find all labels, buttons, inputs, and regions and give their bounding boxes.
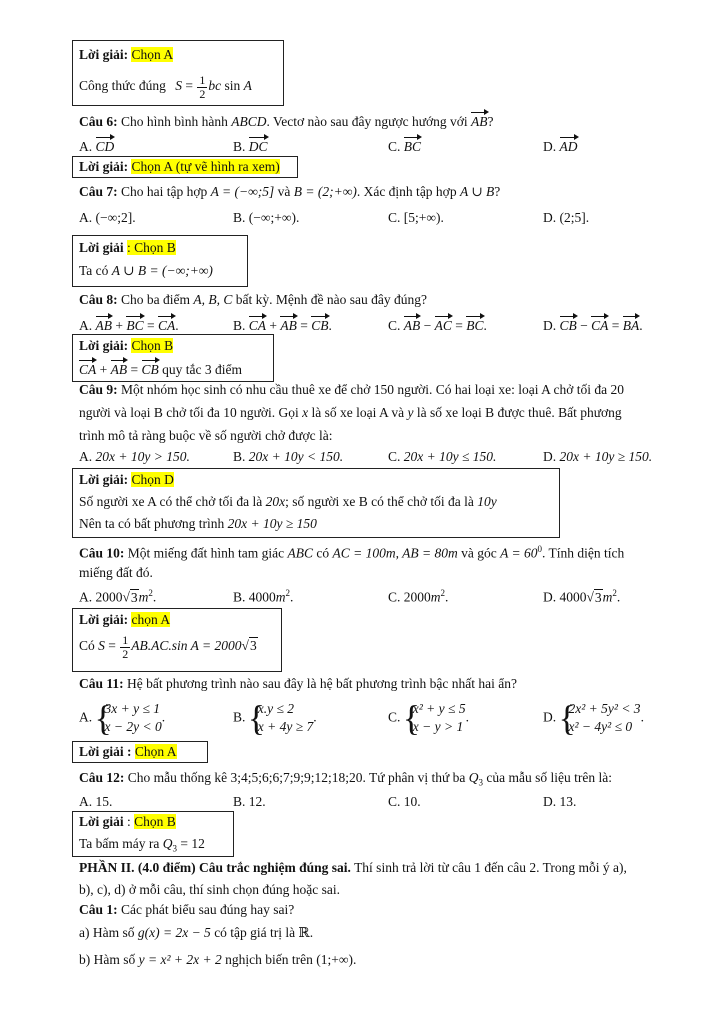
q5-answer: Chọn A (131, 47, 174, 62)
q10-line2: miếng đất đó. (79, 565, 153, 580)
p2q1-question: Câu 1: Các phát biểu sau đúng hay sai? (79, 902, 295, 917)
q7-option-d[interactable]: D. (2;5]. (543, 210, 590, 225)
q8-option-c[interactable]: C. AB − AC = BC. (388, 318, 487, 333)
q8-question: Câu 8: Cho ba điểm A, B, C bất kỳ. Mệnh đề nào sau đây đúng? (79, 292, 427, 307)
q8-option-d[interactable]: D. CB − CA = BA. (543, 318, 643, 333)
q10-solution-header: Lời giải: chọn A (79, 612, 171, 627)
q9-solution-header: Lời giải: Chọn D (79, 472, 174, 487)
q10-option-b[interactable]: B. $4000m^2$. (233, 588, 294, 605)
part2-header: PHẦN II. (4.0 điểm) Câu trắc nghiệm đúng sai. Thí sinh trả lời từ câu 1 đến câu 2. Trong mỗi ý a), (79, 860, 627, 875)
q11-option-a[interactable]: A. { 3x + y ≤ 1 x − 2y < 0 . (79, 700, 165, 736)
q7-option-a[interactable]: A. (−∞;2]. (79, 210, 136, 225)
q11-option-b[interactable]: B. { x.y ≤ 2 x + 4y ≥ 7 . (233, 700, 317, 736)
q6-option-b[interactable]: B. DC (233, 139, 268, 154)
q12-solution-text: Ta bấm máy ra $Q_3 = 12$ (79, 836, 205, 854)
q9-option-a[interactable]: A. 20x + 10y > 150. (79, 449, 190, 464)
q6-question: Câu 6: Cho hình bình hành ABCD. Vectơ nào sau đây ngược hướng với AB? (79, 114, 494, 129)
q12-solution-header: Lời giải : Chọn B (79, 814, 176, 829)
q11-question: Câu 11: Hệ bất phương trình nào sau đây là hệ bất phương trình bậc nhất hai ẩn? (79, 676, 517, 691)
q10-solution-text: Có S = $\frac{1}{2}$ AB.AC.sin A = 2000√3 (79, 633, 257, 661)
q12-option-c[interactable]: C. 10. (388, 794, 421, 809)
q10-question: Câu 10: Một miếng đất hình tam giác ABC có AC = 100m, AB = 80m và góc $A = 60^0$. Tính diện tích (79, 544, 625, 561)
q12-option-d[interactable]: D. 13. (543, 794, 577, 809)
q9-solution-line2: Nên ta có bất phương trình 20x + 10y ≥ 150 (79, 516, 317, 531)
q7-question: Câu 7: Cho hai tập hợp A = (−∞;5] và B = (2;+∞). Xác định tập hợp A ∪ B? (79, 184, 501, 199)
q10-option-c[interactable]: C. $2000m^2$. (388, 588, 449, 605)
q8-option-a[interactable]: A. AB + BC = CA. (79, 318, 179, 333)
q12-question: Câu 12: Cho mẫu thống kê 3;4;5;6;6;7;9;9;12;18;20. Tứ phân vị thứ ba $Q_3$ của mẫu số liệu trên là: (79, 770, 612, 788)
q12-option-b[interactable]: B. 12. (233, 794, 266, 809)
p2q1-statement-a: a) Hàm số g(x) = 2x − 5 có tập giá trị là ℝ. (79, 925, 314, 940)
q9-option-d[interactable]: D. 20x + 10y ≥ 150. (543, 449, 653, 464)
q9-solution-line1: Số người xe A có thể chở tối đa là 20x; số người xe B có thể chở tối đa là 10y (79, 494, 497, 509)
q11-solution: Lời giải : Chọn A (79, 744, 177, 759)
q6-option-d[interactable]: D. AD (543, 139, 578, 154)
q8-solution-text: CA + AB = CB quy tắc 3 điểm (79, 362, 243, 377)
q10-option-a[interactable]: A. $2000√3m^2$. (79, 588, 157, 605)
q9-option-b[interactable]: B. 20x + 10y < 150. (233, 449, 344, 464)
q11-option-c[interactable]: C. { x² + y ≤ 5 x − y > 1 . (388, 700, 469, 736)
q7-solution-header: Lời giải : Chọn B (79, 240, 176, 255)
q8-solution-header: Lời giải: Chọn B (79, 338, 174, 353)
q10-option-d[interactable]: D. $4000√3m^2$. (543, 588, 621, 605)
q5-solution-header: Lời giải: Chọn A (79, 47, 174, 62)
q9-line2: người và loại B chở tối đa 10 người. Gọi x là số xe loại A và y là số xe loại B được thuê. Bất phương (79, 405, 622, 420)
q6-option-c[interactable]: C. BC (388, 139, 422, 154)
p2q1-statement-b: b) Hàm số y = x² + 2x + 2 nghịch biến trên (1;+∞). (79, 952, 357, 967)
q5-solution-text: Công thức đúng S = $\frac{1}{2}$ bc sin A (79, 73, 252, 101)
q7-option-c[interactable]: C. [5;+∞). (388, 210, 444, 225)
q7-solution-text: Ta có A ∪ B = (−∞;+∞) (79, 263, 213, 278)
q8-option-b[interactable]: B. CA + AB = CB. (233, 318, 332, 333)
q6-solution: Lời giải: Chọn A (tự vẽ hình ra xem) (79, 159, 280, 174)
q6-option-a[interactable]: A. CD (79, 139, 115, 154)
q9-line1: Câu 9: Một nhóm học sinh có nhu cầu thuê xe để chở 150 người. Có hai loại xe: loại A chở tối đa 20 (79, 382, 625, 397)
q11-option-d[interactable]: D. { 2x² + 5y² < 3 x² − 4y² ≤ 0 . (543, 700, 644, 736)
q12-option-a[interactable]: A. 15. (79, 794, 113, 809)
part2-line2: b), c), d) ở mỗi câu, thí sinh chọn đúng hoặc sai. (79, 882, 340, 897)
q9-option-c[interactable]: C. 20x + 10y ≤ 150. (388, 449, 497, 464)
q7-option-b[interactable]: B. (−∞;+∞). (233, 210, 300, 225)
q9-line3: trình mô tả ràng buộc về số người chở được là: (79, 428, 333, 443)
